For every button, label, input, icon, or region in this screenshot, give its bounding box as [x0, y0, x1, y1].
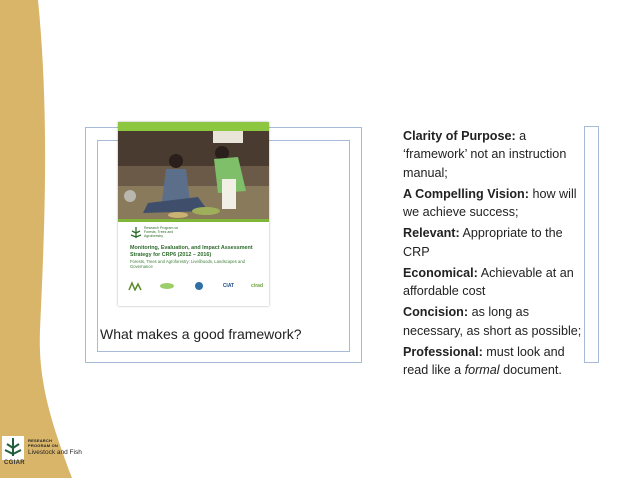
- partner-cirad: cirad: [251, 283, 263, 289]
- crp-logo-icon: [130, 226, 142, 239]
- program-logo: [2, 436, 82, 466]
- report-cover-image: [118, 122, 269, 306]
- cover-top-bar: [118, 122, 269, 131]
- cover-title: Monitoring, Evaluation, and Impact Assessment Strategy for CRP6 (2012 – 2016): [130, 245, 253, 258]
- criterion-economical: Economical: Achievable at an affordable cost: [403, 265, 574, 298]
- criterion-professional: Professional: must look and read like a formal document.: [403, 344, 565, 377]
- cover-subtitle: Forests, Trees and Agroforestry: Livelihoods, Landscapes and Governance: [130, 259, 245, 270]
- partner-logo-3-icon: [192, 281, 206, 291]
- cover-green-band: [118, 219, 269, 222]
- cgiar-leaf-icon: [2, 436, 24, 460]
- cover-logo-text: Research Program on Forests, Trees and Agroforestry: [144, 226, 179, 239]
- criterion-vision: A Compelling Vision: how will we achieve success;: [403, 186, 577, 219]
- partner-logos: [128, 281, 263, 291]
- criterion-relevant: Relevant: Appropriate to the CRP: [403, 226, 563, 259]
- program-name: RESEARCH PROGRAM ON Livestock and Fish: [28, 438, 82, 457]
- partner-logo-2-icon: [159, 281, 175, 291]
- left-decorative-band: [0, 0, 80, 478]
- cgiar-wordmark: CGIAR: [4, 460, 25, 466]
- criterion-concision: Concision: as long as necessary, as short as possible;: [403, 305, 582, 338]
- criterion-clarity: Clarity of Purpose: a ‘framework’ not an instruction manual;: [403, 129, 567, 180]
- image-caption: What makes a good framework?: [100, 326, 302, 342]
- partner-ciat: CIAT: [222, 283, 235, 289]
- cover-photo: [118, 131, 269, 219]
- partner-logo-1-icon: [128, 281, 142, 291]
- framework-criteria-list: [403, 127, 589, 382]
